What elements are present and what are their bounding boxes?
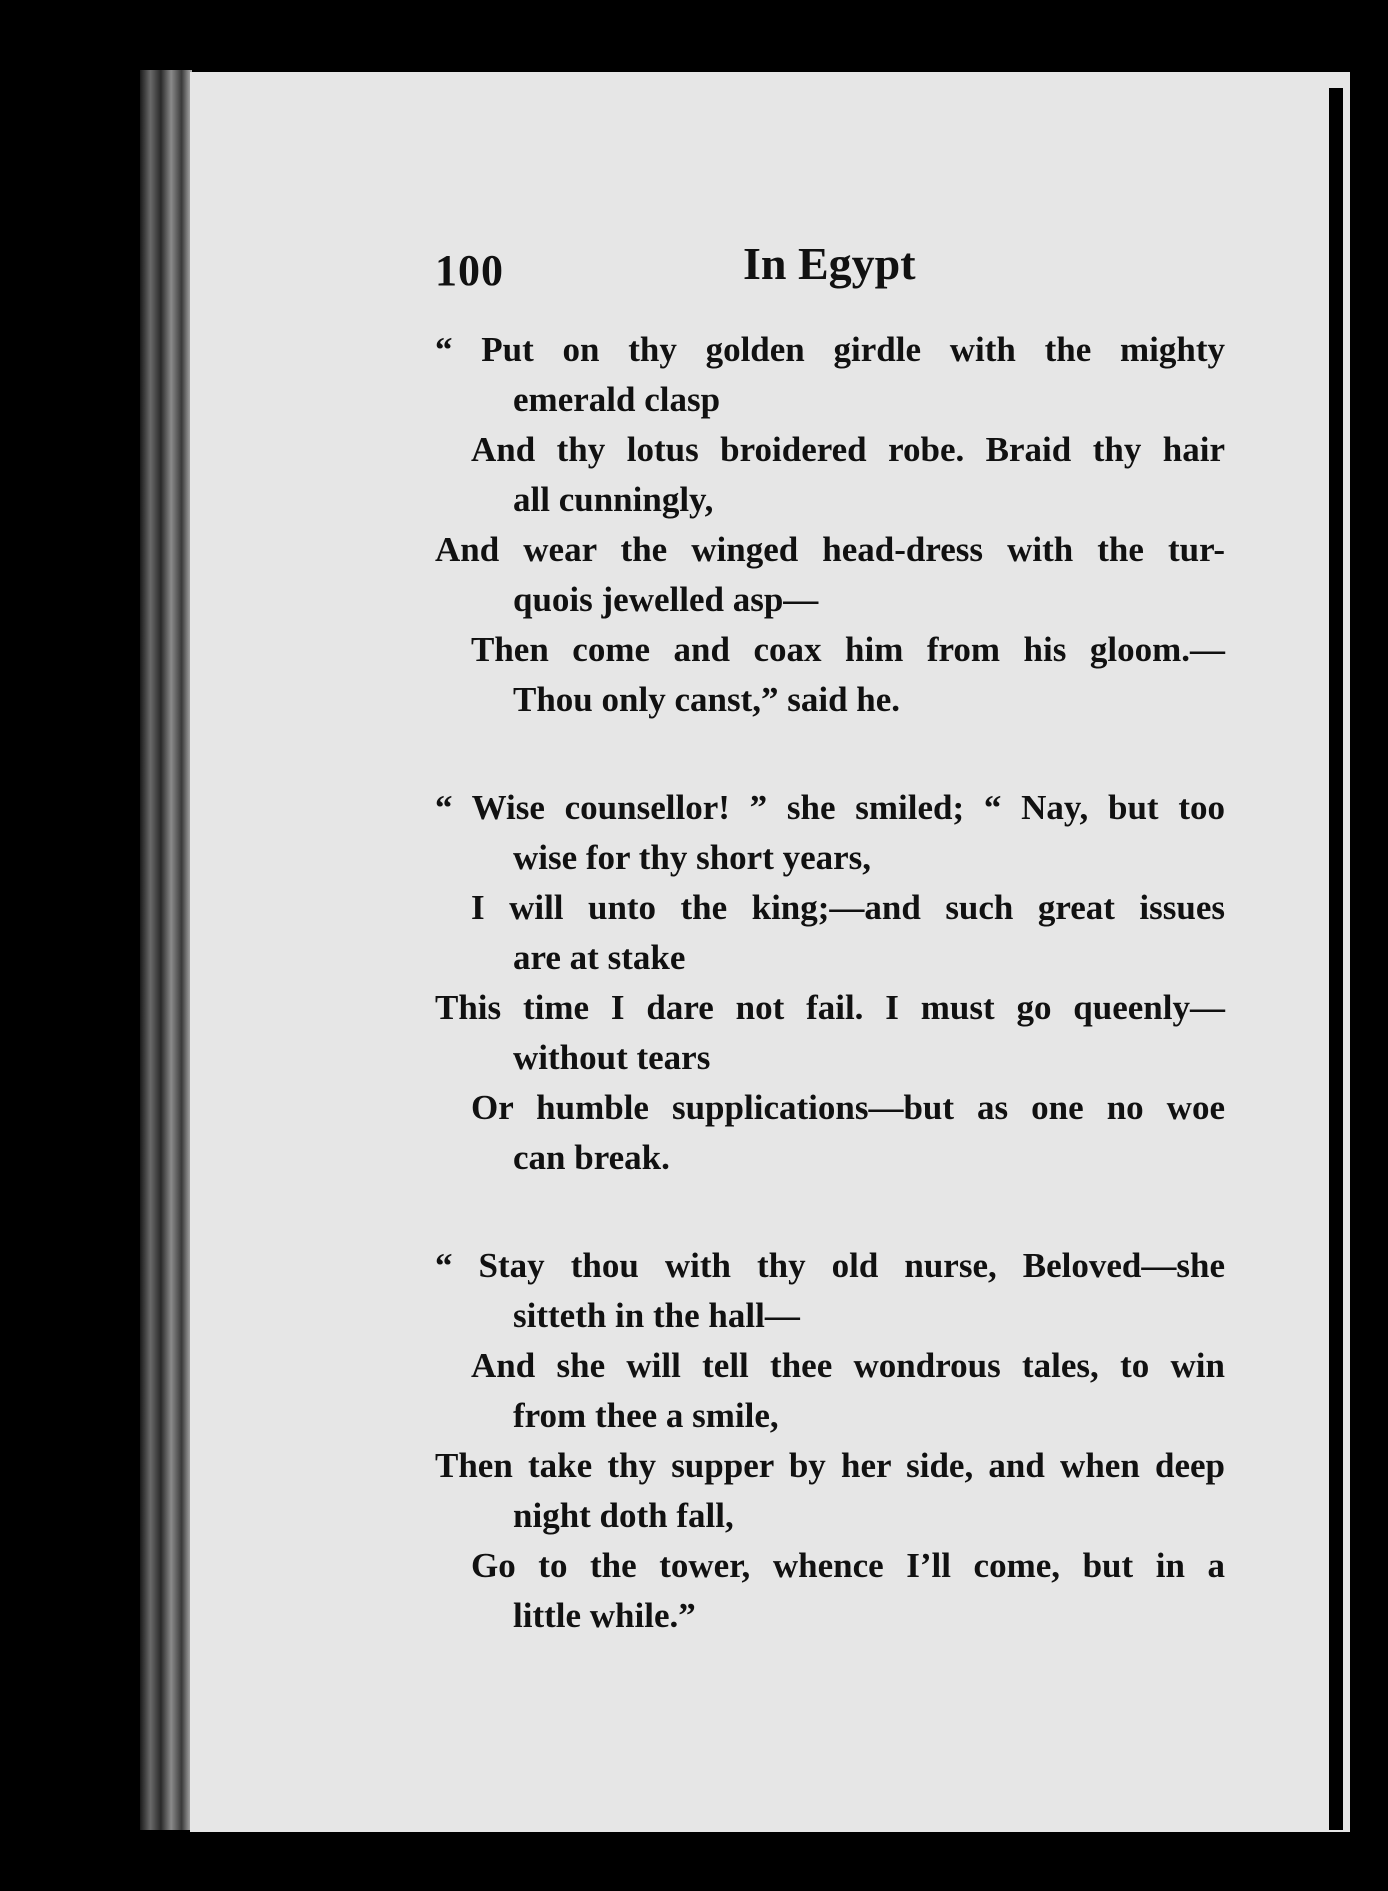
poem-line: Or humble supplications—but as one no woe — [471, 1088, 1225, 1127]
poem-line: I will unto the king;—and such great issues — [471, 888, 1225, 927]
poem-line: Go to the tower, whence I’ll come, but in a — [471, 1546, 1225, 1585]
poem-line: Thou only canst,” said he. — [513, 680, 901, 719]
book-spine-edge — [140, 70, 192, 1830]
page-number: 100 — [435, 246, 504, 295]
poem-line: “ Wise counsellor! ” she smiled; “ Nay, but too — [435, 788, 1225, 827]
poem-line: emerald clasp — [513, 380, 721, 419]
stanza — [435, 1241, 1225, 1641]
running-head: In Egypt — [743, 238, 916, 289]
poem-line: wise for thy short years, — [513, 838, 872, 877]
poem-line: And she will tell thee wondrous tales, to win — [471, 1346, 1225, 1385]
poem-line: quois jewelled asp— — [513, 580, 819, 619]
poem-line: Then take thy supper by her side, and when deep — [435, 1446, 1225, 1485]
poem-line: from thee a smile, — [513, 1396, 779, 1435]
poem-line: can break. — [513, 1138, 670, 1177]
poem-line: And wear the winged head-dress with the tur- — [435, 530, 1225, 569]
poem-line: little while.” — [513, 1596, 696, 1635]
poem-line: And thy lotus broidered robe. Braid thy hair — [471, 430, 1225, 469]
page-right-border — [1329, 88, 1343, 1830]
stanza — [435, 325, 1225, 725]
poem-line: “ Stay thou with thy old nurse, Beloved—she — [435, 1246, 1225, 1285]
page-header — [435, 238, 1235, 305]
poem-line: without tears — [513, 1038, 711, 1077]
poem-line: night doth fall, — [513, 1496, 734, 1535]
poem-line: Then come and coax him from his gloom.— — [471, 630, 1225, 669]
poem-line: “ Put on thy golden girdle with the mighty — [435, 330, 1225, 369]
poem-line: sitteth in the hall— — [513, 1296, 800, 1335]
poem-body — [435, 325, 1225, 1699]
poem-line: all cunningly, — [513, 480, 714, 519]
poem-line: This time I dare not fail. I must go queenly— — [435, 988, 1225, 1027]
poem-line: are at stake — [513, 938, 686, 977]
stanza — [435, 783, 1225, 1183]
